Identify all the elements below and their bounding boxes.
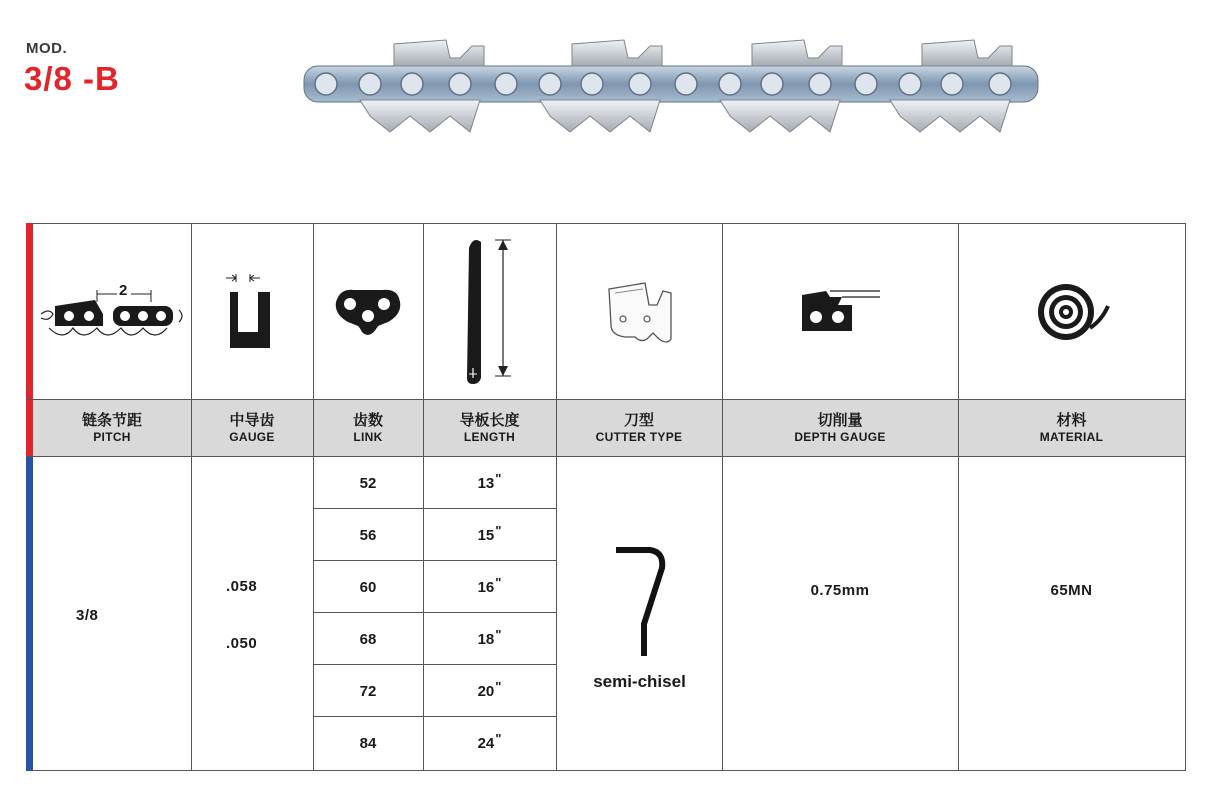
column-label-en: GAUGE (229, 429, 275, 444)
bar-length (423, 613, 556, 665)
steel-coil-icon (1032, 280, 1112, 344)
inch-mark: " (495, 522, 502, 538)
column-label-zh: 刀型 (623, 411, 654, 429)
inch-mark: " (495, 678, 502, 694)
column-label-pitch (33, 400, 191, 456)
link-count: 84 (359, 734, 377, 752)
column-label-en: CUTTER TYPE (595, 429, 683, 444)
column-label-material (958, 400, 1185, 456)
pitch-value: 3/8 (76, 607, 99, 624)
gauge-cell (191, 224, 313, 399)
bar-length-value: 20 (477, 682, 495, 700)
column-label-en: LINK (353, 429, 383, 444)
column-label-en: MATERIAL (1039, 429, 1104, 444)
bar-length (423, 561, 556, 613)
column-label-zh: 切削量 (817, 411, 863, 429)
bar-length-value: 24 (477, 734, 495, 752)
link-count: 52 (359, 474, 377, 492)
column-label-zh: 材料 (1056, 411, 1087, 429)
column-label-zh: 链条节距 (81, 411, 142, 429)
model-name: 3/8 -B (24, 60, 120, 97)
gauge-value: .058 (226, 578, 258, 595)
material-value: 65MN (1050, 582, 1093, 599)
inch-mark: " (495, 574, 502, 590)
guide-bar-length-icon (455, 232, 525, 392)
gauge-diagram-icon (222, 272, 282, 352)
link-count: 72 (359, 682, 377, 700)
column-label-depth-gauge (722, 400, 958, 456)
bar-length (423, 717, 556, 769)
semi-chisel-profile-icon (610, 544, 670, 660)
column-label-cutter-type (556, 400, 722, 456)
cutter-cell (556, 224, 722, 399)
mod-label: MOD. (26, 40, 68, 57)
red-accent-bar (26, 223, 33, 456)
column-label-zh: 中导齿 (229, 411, 275, 429)
inch-mark: " (495, 730, 502, 746)
cutter-icon (601, 277, 677, 347)
link-count: 68 (359, 630, 377, 648)
link-cell (313, 224, 423, 399)
bar-length (423, 665, 556, 717)
depth-gauge-value: 0.75mm (810, 582, 870, 599)
pitch-icon-label: 2 (119, 282, 128, 299)
material-cell (958, 224, 1185, 399)
cutter-type-value: semi-chisel (593, 672, 686, 691)
column-label-link (313, 400, 423, 456)
length-cell (423, 224, 556, 399)
link-count: 56 (359, 526, 377, 544)
column-label-zh: 导板长度 (459, 411, 520, 429)
bar-length-value: 15 (477, 526, 495, 544)
inch-mark: " (495, 470, 502, 486)
column-label-length (423, 400, 556, 456)
chain-photo (300, 36, 1042, 142)
bar-length-value: 18 (477, 630, 495, 648)
column-label-en: PITCH (93, 429, 131, 444)
depth-gauge-cell (722, 224, 958, 399)
column-label-en: DEPTH GAUGE (794, 429, 886, 444)
bar-length-value: 13 (477, 474, 495, 492)
column-label-en: LENGTH (463, 429, 516, 444)
bar-length-value: 16 (477, 578, 495, 596)
pitch-cell (33, 224, 191, 399)
column-label-gauge (191, 400, 313, 456)
inch-mark: " (495, 626, 502, 642)
gauge-value: .050 (226, 635, 258, 652)
link-count: 60 (359, 578, 377, 596)
divider (26, 456, 1186, 457)
blue-accent-bar (26, 456, 33, 771)
link-plate-icon (332, 282, 404, 342)
bar-length (423, 457, 556, 509)
pitch-diagram-icon (39, 272, 185, 352)
column-label-zh: 齿数 (352, 411, 383, 429)
bar-length (423, 509, 556, 561)
depth-gauge-icon (798, 287, 882, 337)
